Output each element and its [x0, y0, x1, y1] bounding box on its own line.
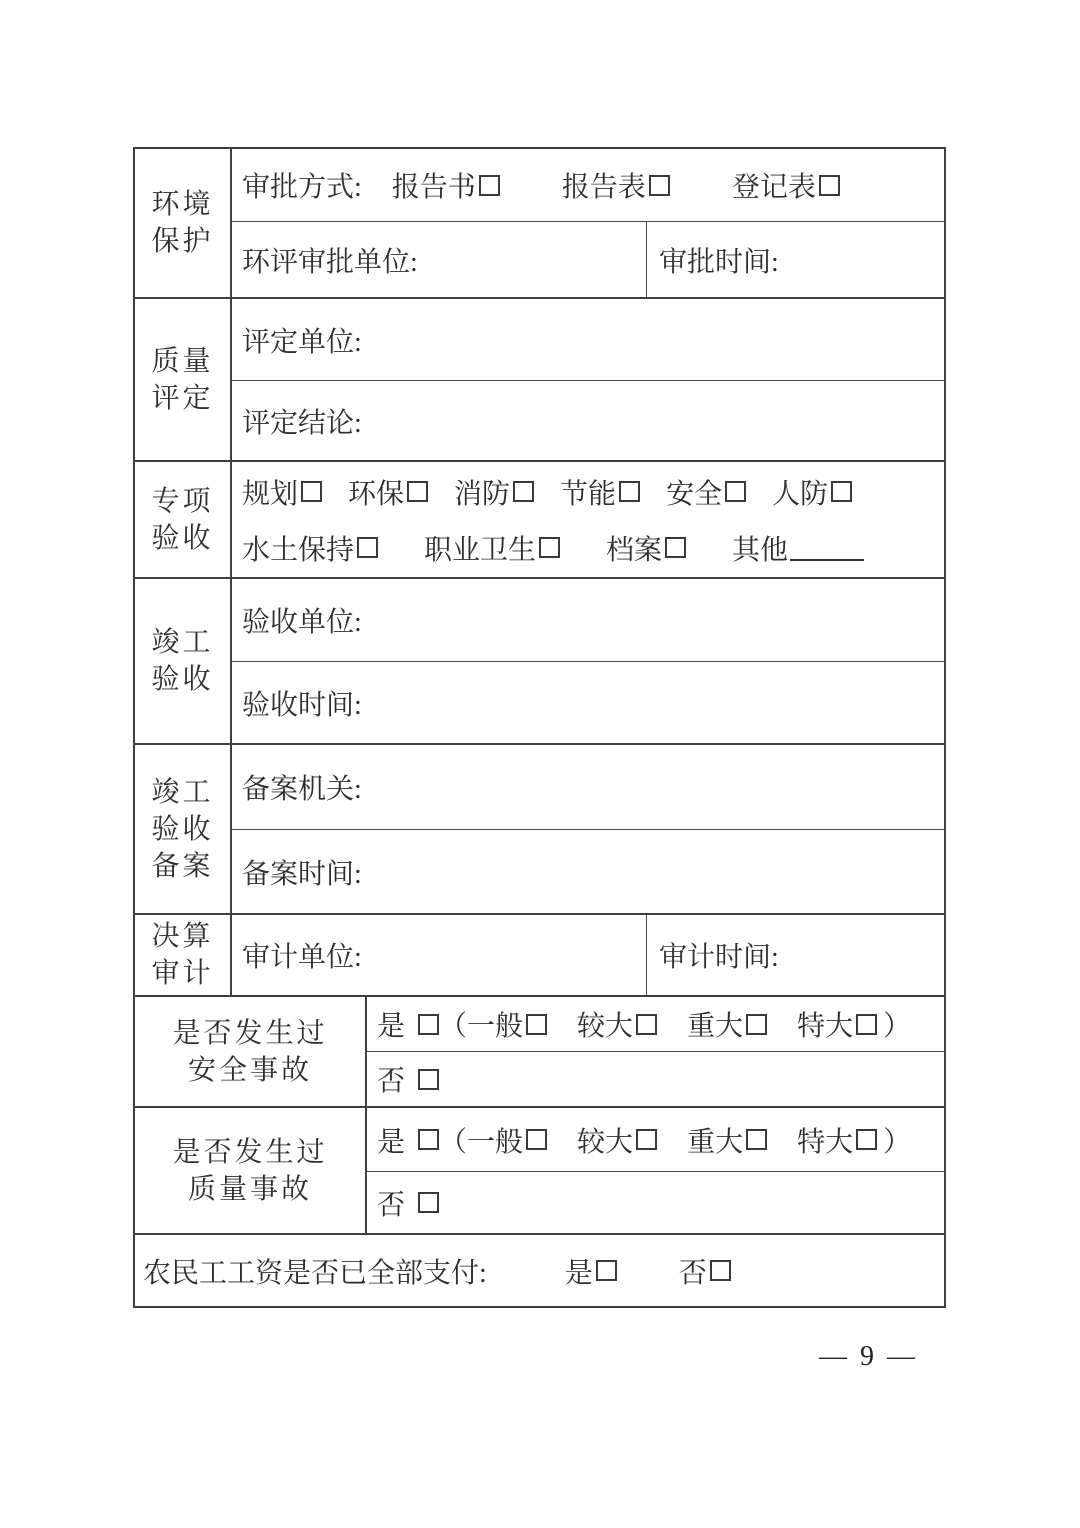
special-acceptance-label-line1: 专项 [151, 485, 214, 517]
audit-time-label: 审计时间: [659, 942, 779, 973]
quality-open-paren: （ [439, 1126, 468, 1158]
safety-major-checkbox[interactable] [746, 1014, 767, 1035]
filing-label-line2: 验收 [151, 813, 214, 845]
filing-time-field[interactable] [232, 829, 944, 913]
civil-defense-option-label: 人防 [772, 478, 829, 510]
eia-approval-unit-label: 环评审批单位: [242, 246, 418, 278]
approval-method-row [232, 149, 944, 221]
special-acceptance-options-line1 [242, 472, 944, 512]
wages-no-option [679, 1251, 731, 1291]
assessment-conclusion-label: 评定结论: [242, 407, 362, 439]
energy-saving-checkbox[interactable] [619, 481, 640, 502]
quality-accident-no-row [367, 1171, 944, 1233]
completion-info-table [133, 147, 946, 1308]
completion-acceptance-label-line1: 竣工 [151, 627, 214, 658]
quality-extra-major-option [797, 1120, 877, 1160]
page-number: — 9 — [819, 1341, 918, 1372]
quality-general-checkbox[interactable] [526, 1129, 547, 1150]
quality-assessment-label-line2: 评定 [151, 382, 214, 414]
quality-extra-major-option-label: 特大 [797, 1126, 854, 1158]
assessment-unit-label: 评定单位: [242, 326, 362, 358]
audit-unit-field[interactable] [232, 915, 647, 995]
safety-checkbox[interactable] [725, 481, 746, 502]
safety-extra-major-checkbox[interactable] [856, 1014, 877, 1035]
filing-label-line1: 竣工 [151, 776, 214, 808]
wages-no-checkbox[interactable] [710, 1260, 731, 1281]
audit-unit-label: 审计单位: [242, 942, 362, 973]
occupational-health-checkbox[interactable] [539, 537, 560, 558]
other-option [732, 528, 864, 568]
quality-extra-major-checkbox[interactable] [856, 1129, 877, 1150]
report-form-option-label: 报告表 [561, 172, 646, 203]
safety-option [666, 472, 746, 512]
archives-option-label: 档案 [606, 534, 663, 566]
safety-no-checkbox[interactable] [418, 1069, 439, 1090]
special-acceptance-label [135, 462, 232, 577]
filing-label [135, 745, 232, 913]
safety-extra-major-option-label: 特大 [797, 1011, 854, 1042]
soil-water-checkbox[interactable] [357, 537, 378, 558]
filing-time-label: 备案时间: [242, 858, 362, 890]
quality-close-paren: ） [883, 1126, 912, 1158]
safety-extra-major-option [797, 1004, 877, 1044]
quality-general-option [467, 1120, 547, 1160]
safety-yes-label: 是 [377, 1011, 406, 1042]
quality-assessment-row [135, 297, 944, 460]
acceptance-time-field[interactable] [232, 661, 944, 743]
filing-authority-field[interactable] [232, 745, 944, 829]
quality-relatively-major-option [577, 1120, 657, 1160]
environmental-option [348, 472, 428, 512]
completion-acceptance-label-line2: 验收 [151, 664, 214, 695]
planning-checkbox[interactable] [301, 481, 322, 502]
quality-major-option [687, 1120, 767, 1160]
wages-yes-checkbox[interactable] [596, 1260, 617, 1281]
audit-time-field[interactable] [647, 935, 944, 975]
approval-time-field[interactable] [647, 240, 944, 280]
quality-accident-row [135, 1106, 944, 1233]
energy-saving-option [560, 472, 640, 512]
eia-approval-unit-field[interactable] [232, 222, 647, 297]
filing-label-line3: 备案 [151, 850, 214, 882]
quality-major-checkbox[interactable] [746, 1129, 767, 1150]
safety-accident-no-row [367, 1051, 944, 1106]
wages-yes-label: 是 [564, 1257, 593, 1289]
eia-approval-row [232, 221, 944, 297]
completion-acceptance-label [135, 579, 232, 743]
quality-accident-yes-row [367, 1108, 944, 1171]
report-form-option [562, 165, 670, 205]
quality-major-option-label: 重大 [687, 1126, 744, 1158]
special-acceptance-label-line2: 验收 [151, 522, 214, 554]
quality-accident-label-line1: 是否发生过 [172, 1136, 328, 1168]
filing-authority-label: 备案机关: [242, 774, 362, 805]
other-option-label: 其他 [732, 534, 789, 566]
env-protection-row [135, 149, 944, 297]
env-protection-label [135, 149, 232, 297]
quality-relatively-major-checkbox[interactable] [636, 1129, 657, 1150]
fire-safety-option [454, 472, 534, 512]
env-protection-label-line1: 环境 [151, 189, 214, 220]
safety-relatively-major-option [577, 1004, 657, 1044]
registration-form-option-label: 登记表 [731, 172, 816, 203]
wages-question-row [135, 1235, 944, 1306]
quality-general-option-label: 一般 [467, 1126, 524, 1158]
wages-question: 农民工工资是否已全部支付: [143, 1257, 487, 1289]
planning-option-label: 规划 [242, 478, 299, 510]
audit-row [135, 913, 944, 995]
energy-saving-option-label: 节能 [560, 478, 617, 510]
quality-accident-label [135, 1108, 367, 1233]
civil-defense-option [772, 472, 852, 512]
safety-accident-yes-row [367, 997, 944, 1051]
quality-yes-label: 是 [377, 1126, 406, 1158]
archives-checkbox[interactable] [665, 537, 686, 558]
report-form-checkbox[interactable] [649, 175, 670, 196]
quality-assessment-label-line1: 质量 [151, 345, 214, 377]
audit-label [135, 915, 232, 995]
soil-water-option-label: 水土保持 [242, 534, 355, 566]
acceptance-unit-label: 验收单位: [242, 607, 362, 638]
audit-label-line2: 审计 [151, 958, 214, 989]
quality-relatively-major-option-label: 较大 [577, 1126, 634, 1158]
safety-general-option-label: 一般 [467, 1011, 524, 1042]
safety-option-label: 安全 [666, 478, 723, 510]
fire-safety-checkbox[interactable] [513, 481, 534, 502]
report-book-checkbox[interactable] [479, 175, 500, 196]
audit-fields-row [232, 915, 944, 995]
safety-accident-label-line1: 是否发生过 [172, 1017, 328, 1049]
assessment-unit-field[interactable] [232, 299, 944, 380]
fire-safety-option-label: 消防 [454, 478, 511, 510]
wages-row [135, 1233, 944, 1306]
quality-yes-checkbox[interactable] [418, 1129, 439, 1150]
safety-relatively-major-checkbox[interactable] [636, 1014, 657, 1035]
safety-accident-label [135, 997, 367, 1106]
safety-general-checkbox[interactable] [526, 1014, 547, 1035]
environmental-option-label: 环保 [348, 478, 405, 510]
acceptance-time-label: 验收时间: [242, 689, 362, 721]
wages-no-label: 否 [678, 1257, 707, 1289]
safety-close-paren: ） [883, 1011, 912, 1042]
quality-accident-label-line2: 质量事故 [187, 1173, 312, 1205]
safety-relatively-major-option-label: 较大 [577, 1011, 634, 1042]
civil-defense-checkbox[interactable] [831, 481, 852, 502]
approval-method-caption: 审批方式: [242, 172, 362, 203]
assessment-conclusion-field[interactable] [232, 380, 944, 460]
safety-major-option [687, 1004, 767, 1044]
special-acceptance-options-line2 [242, 528, 944, 568]
occupational-health-option [424, 528, 560, 568]
safety-accident-label-line2: 安全事故 [187, 1054, 312, 1086]
safety-yes-checkbox[interactable] [418, 1014, 439, 1035]
occupational-health-option-label: 职业卫生 [424, 534, 537, 566]
safety-accident-row [135, 995, 944, 1106]
registration-form-checkbox[interactable] [819, 175, 840, 196]
soil-water-option [242, 528, 378, 568]
safety-open-paren: （ [439, 1011, 468, 1042]
safety-general-option [467, 1004, 547, 1044]
audit-label-line1: 决算 [151, 921, 214, 952]
quality-no-checkbox[interactable] [418, 1192, 439, 1213]
special-acceptance-row [135, 460, 944, 577]
wages-yes-option [565, 1251, 617, 1291]
acceptance-unit-field[interactable] [232, 579, 944, 661]
planning-option [242, 472, 322, 512]
report-book-option-label: 报告书 [391, 172, 476, 203]
approval-time-label: 审批时间: [659, 246, 779, 278]
environmental-checkbox[interactable] [407, 481, 428, 502]
other-fill-blank[interactable] [790, 535, 864, 561]
registration-form-option [732, 165, 840, 205]
filing-row [135, 743, 944, 913]
safety-major-option-label: 重大 [687, 1011, 744, 1042]
completion-acceptance-row [135, 577, 944, 743]
archives-option [606, 528, 686, 568]
special-acceptance-options [232, 462, 944, 577]
quality-assessment-label [135, 299, 232, 460]
env-protection-label-line2: 保护 [151, 226, 214, 257]
safety-no-label: 否 [377, 1066, 406, 1097]
quality-no-label: 否 [377, 1189, 406, 1221]
report-book-option [392, 165, 500, 205]
